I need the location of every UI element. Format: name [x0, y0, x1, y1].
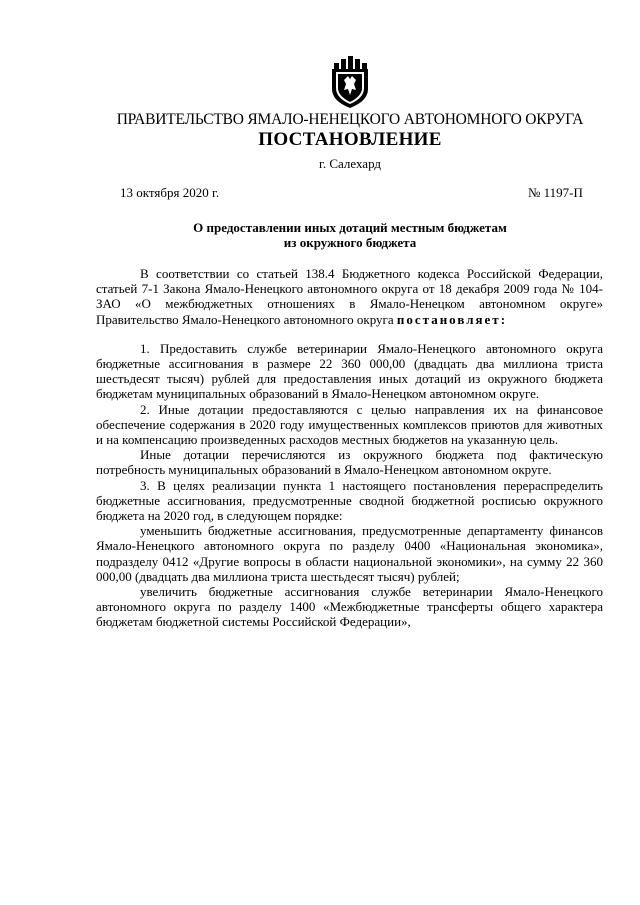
- title-line-2: из окружного бюджета: [283, 235, 417, 250]
- document-type: ПОСТАНОВЛЕНИЕ: [258, 129, 442, 150]
- paragraph-3-increase: увеличить бюджетные ассигнования службе ветеринарии Ямало-Ненецкого автономного округа по разделу 1400 «Межбюджетные трансферты общего характера бюджетам бюджетной системы Российской Федерации»,: [96, 584, 603, 630]
- paragraph-3-decrease: уменьшить бюджетные ассигнования, предусмотренные департаменту финансов Ямало-Ненецкого автономного округа по разделу 0400 «Национальная экономика», подразделу 0412 «Другие вопросы в области национальной экономики», на сумму 22 360 000,00 (двадцать два миллиона триста шестьдесят тысяч) рублей;: [96, 523, 603, 584]
- document-title: [0, 220, 640, 250]
- paragraph-1: 1. Предоставить службе ветеринарии Ямало-Ненецкого автономного округа бюджетные ассигнования в размере 22 360 000,00 (двадцать два миллиона триста шестьдесят тысяч) рублей для предоставления иных дотаций из окружного бюджета бюджетам муниципальных образований в Ямало-Ненецком автономном округе.: [96, 340, 603, 402]
- document-date: 13 октября 2020 г.: [120, 185, 220, 200]
- preamble-text: В соответствии со статьей 138.4 Бюджетного кодекса Российской Федерации, статьей 7-1 Закона Ямало-Ненецкого автономного округа от 18 декабря 2009 года № 104-ЗАО «О межбюджетных отношениях в Ямало-Ненецком автономном округе» Правительство Ямало-Ненецкого автономного округа: [96, 266, 603, 327]
- preamble: [96, 266, 603, 327]
- paragraph-2-continued: Иные дотации перечисляются из окружного бюджета под фактическую потребность муниципальных образований в Ямало-Ненецком автономном округе.: [96, 447, 603, 478]
- city: г. Салехард: [318, 156, 382, 171]
- paragraph-3: 3. В целях реализации пункта 1 настоящего постановления перераспределить бюджетные ассигнования, предусмотренные сводной бюджетной росписью окружного бюджета на 2020 год, в следующем порядке:: [96, 477, 603, 524]
- decree-word: постановляет:: [396, 311, 508, 327]
- coat-of-arms-icon: [326, 55, 374, 110]
- document-body: [96, 266, 603, 630]
- document-number: № 1197-П: [528, 185, 583, 200]
- title-line-1: О предоставлении иных дотаций местным бюджетам: [193, 220, 507, 235]
- organization-name: ПРАВИТЕЛЬСТВО ЯМАЛО-НЕНЕЦКОГО АВТОНОМНОГО ОКРУГА: [116, 111, 584, 128]
- paragraph-2: 2. Иные дотации предоставляются с целью направления их на финансовое обеспечение содержания в 2020 году имущественных комплексов приютов для животных и на компенсацию произведенных расходов местных бюджетов на указанную цель.: [96, 401, 603, 448]
